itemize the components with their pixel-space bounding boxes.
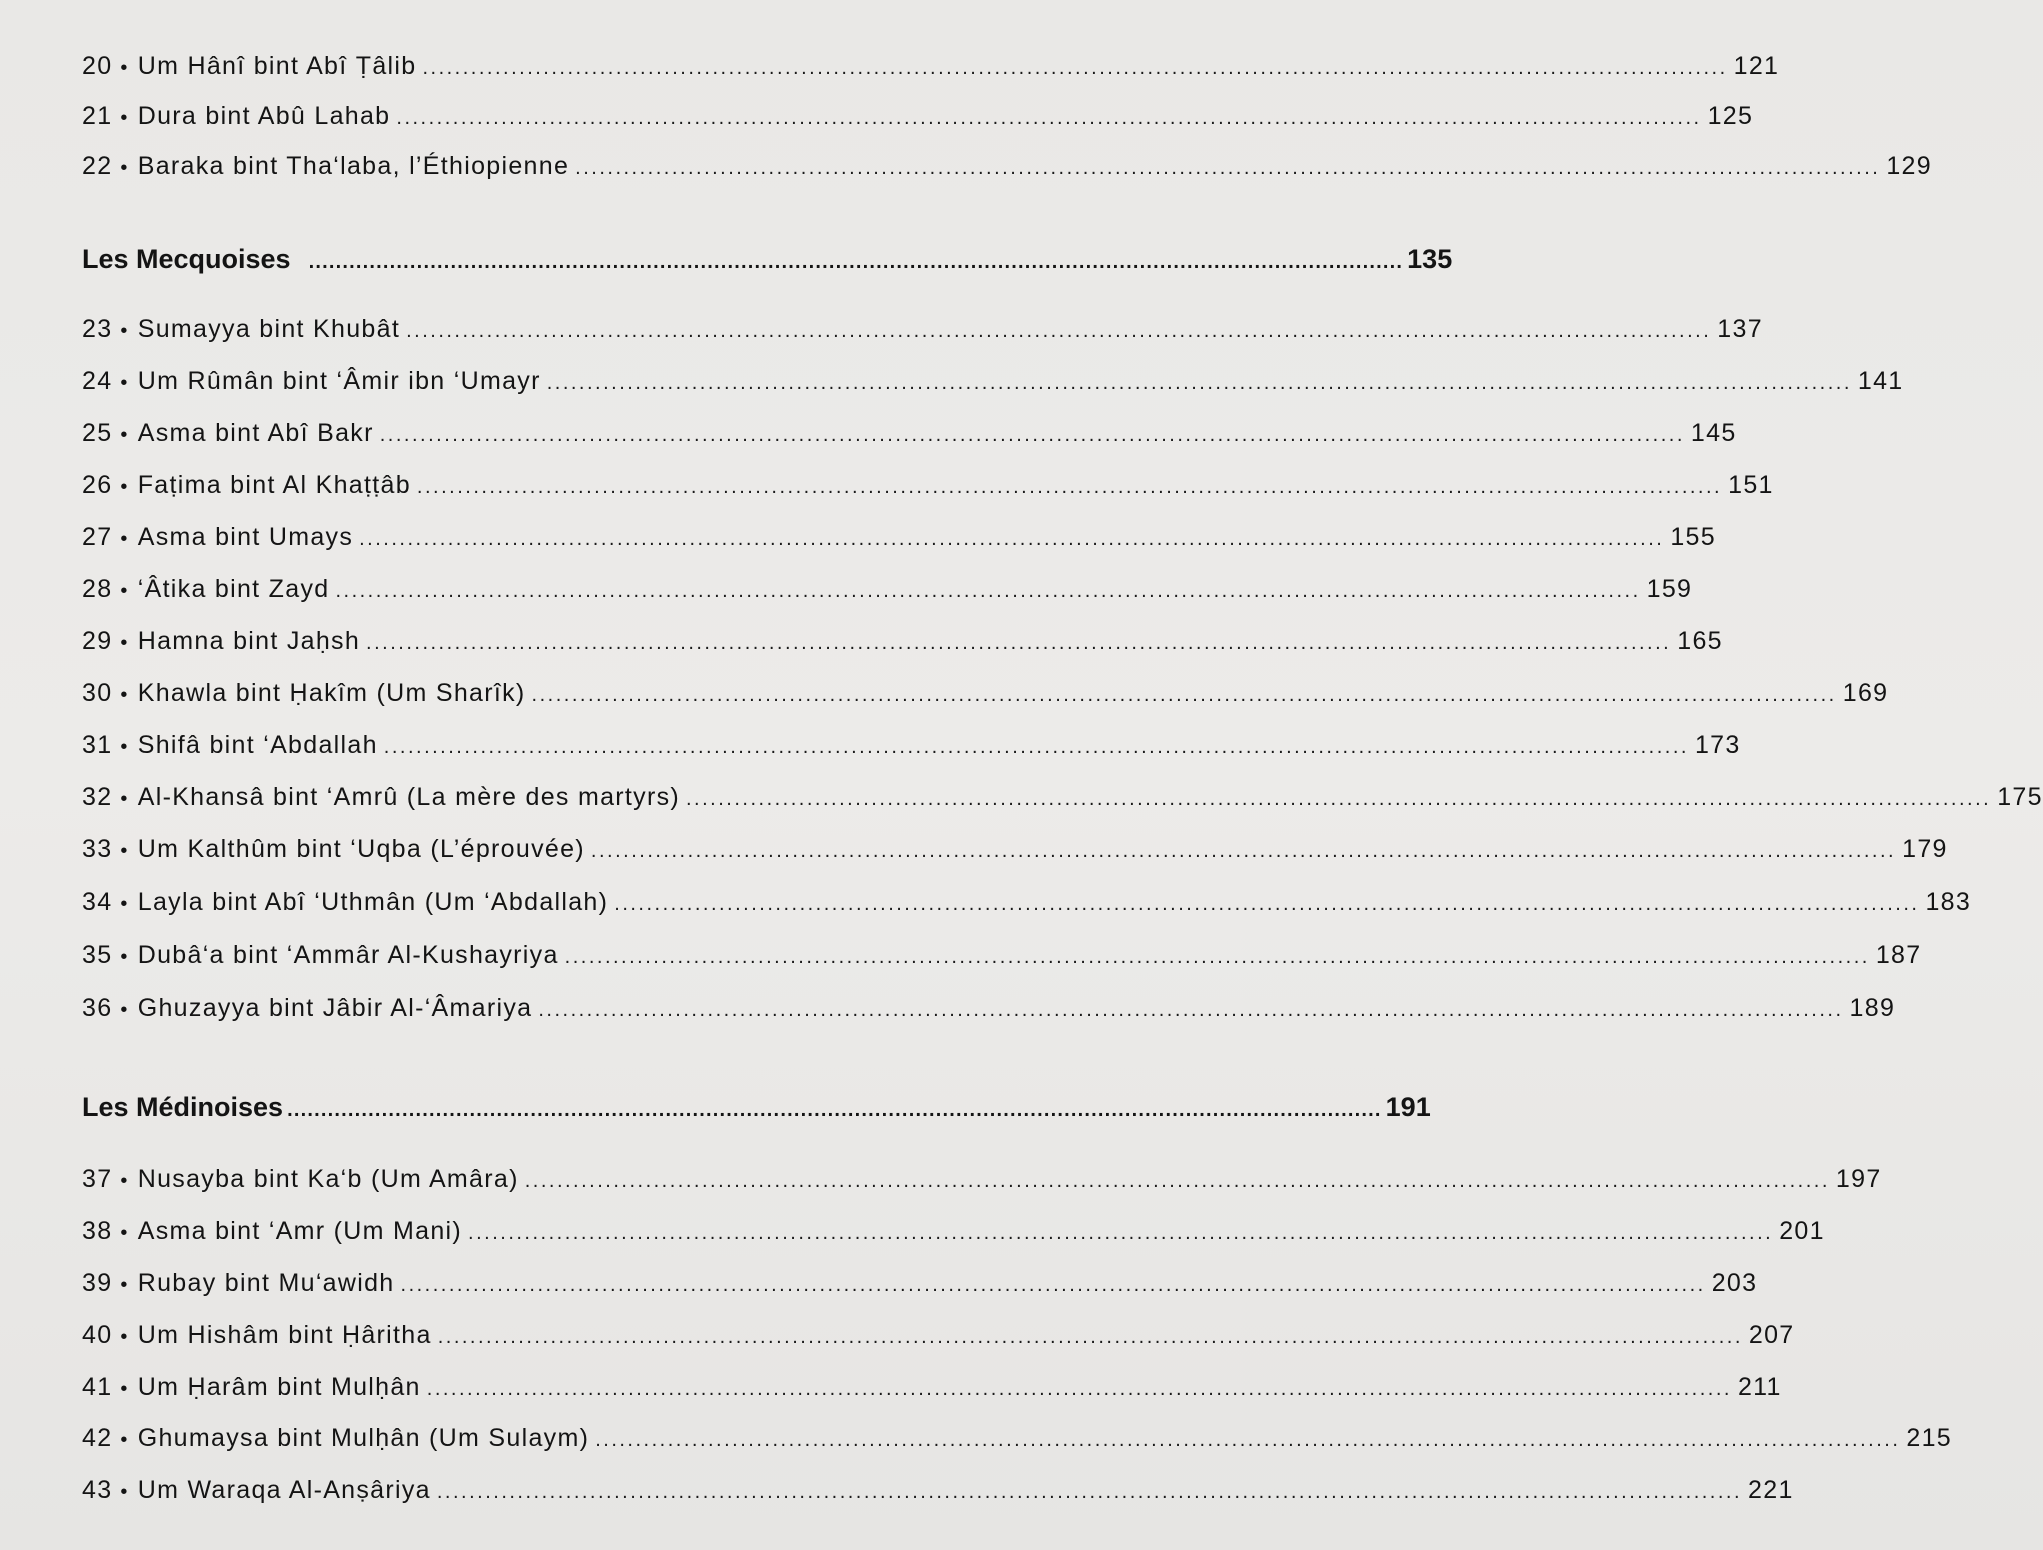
entry-title: Asma bint ‘Amr (Um Mani) [137,1217,463,1245]
toc-entry [82,1269,1758,1298]
toc-entry [82,994,1896,1023]
entry-title: Um Rûmân bint ‘Âmir ibn ‘Umayr [137,367,541,395]
toc-entry [82,52,1780,81]
entry-number: 32 [82,783,113,811]
entry-number: 22 [82,152,113,180]
entry-page: 183 [1925,888,1972,916]
dot-leader: .................................................................................................................................................................. [406,320,1712,342]
section-page: 191 [1385,1092,1431,1122]
toc-entry [82,1476,1794,1505]
entry-title: Sumayya bint Khubât [137,315,401,343]
dot-leader: .................................................................................................................................................................. [538,999,1844,1021]
toc-entry [82,731,1741,760]
bullet-icon: • [120,476,129,498]
bullet-icon: • [120,528,129,550]
toc-entry [82,888,1972,917]
entry-number: 33 [82,835,113,863]
bullet-icon: • [120,1326,129,1348]
bullet-icon: • [120,946,129,968]
toc-entry [82,679,1889,708]
bullet-icon: • [120,632,129,654]
dot-leader: .................................................................................................................................................................. [383,736,1689,758]
entry-page: 175 [1997,783,2043,811]
toc-entry [82,1217,1825,1246]
entry-number: 26 [82,471,113,499]
entry-page: 189 [1849,994,1896,1022]
toc-entry [82,941,1922,970]
entry-page: 151 [1728,471,1774,499]
dot-leader: .................................................................................................................................................................. [546,372,1852,394]
bullet-icon: • [120,57,129,79]
bullet-icon: • [120,1170,129,1192]
section-heading-mecquoises [82,244,1453,275]
entry-page: 145 [1690,419,1737,447]
entry-number: 34 [82,888,113,916]
entry-page: 121 [1733,52,1780,80]
dot-leader: .................................................................................................................................................................. [379,424,1685,446]
section-page: 135 [1407,244,1453,274]
toc-entry [82,835,1948,864]
toc-entry [82,315,1763,344]
dot-leader: .................................................................................................................................................................. [416,476,1723,498]
entry-number: 30 [82,679,113,707]
bullet-icon: • [120,580,129,602]
toc-entry [82,1373,1782,1402]
entry-title: Dura bint Abû Lahab [137,102,391,130]
dot-leader: .................................................................................................................................................................. [437,1326,1743,1348]
entry-title: Um Kalthûm bint ‘Uqba (L’éprouvée) [137,835,585,863]
entry-page: 211 [1737,1373,1782,1401]
bullet-icon: • [120,736,129,758]
dot-leader: .................................................................................................................................................................. [366,632,1672,654]
entry-number: 27 [82,523,113,551]
bullet-icon: • [120,1222,129,1244]
entry-number: 24 [82,367,113,395]
toc-entry [82,152,1932,181]
entry-page: 129 [1886,152,1932,180]
dot-leader: .................................................................................................................................................................. [436,1481,1743,1503]
entry-number: 31 [82,731,113,759]
bullet-icon: • [120,1481,129,1503]
entry-page: 187 [1875,941,1922,969]
entry-title: Al-Khansâ bint ‘Amrû (La mère des martyrs) [137,783,680,811]
bullet-icon: • [120,1429,129,1451]
toc-entry [82,419,1737,448]
entry-number: 29 [82,627,113,655]
entry-number: 42 [82,1424,113,1452]
entry-title: Asma bint Umays [137,523,354,551]
dot-leader: .................................................................................................................................................................. [287,1099,1382,1121]
dot-leader: .................................................................................................................................................................. [359,528,1665,550]
dot-leader: .................................................................................................................................................................. [564,946,1870,968]
entry-title: Baraka bint Tha‘laba, l’Éthiopienne [137,152,570,180]
entry-page: 203 [1711,1269,1758,1297]
section-heading-medinoises [82,1092,1431,1123]
bullet-icon: • [120,320,129,342]
section-title: Les Médinoises [82,1092,284,1122]
entry-title: Dubâ‘a bint ‘Ammâr Al-Kushayriya [137,941,559,969]
entry-title: Um Ḥarâm bint Mulḥân [137,1373,421,1401]
dot-leader: .................................................................................................................................................................. [426,1378,1732,1400]
entry-number: 28 [82,575,113,603]
toc-entry [82,367,1904,396]
dot-leader: .................................................................................................................................................................. [531,684,1837,706]
entry-title: Nusayba bint Ka‘b (Um Amâra) [137,1165,519,1193]
bullet-icon: • [120,893,129,915]
entry-number: 36 [82,994,113,1022]
section-title: Les Mecquoises [82,244,291,274]
entry-number: 43 [82,1476,113,1504]
bullet-icon: • [120,1378,129,1400]
entry-title: Layla bint Abî ‘Uthmân (Um ‘Abdallah) [137,888,609,916]
entry-title: Um Hânî bint Abî Ṭâlib [137,52,417,80]
bullet-icon: • [120,788,129,810]
bullet-icon: • [120,107,129,129]
dot-leader: .................................................................................................................................................................. [595,1429,1901,1451]
entry-number: 38 [82,1217,113,1245]
entry-page: 179 [1902,835,1948,863]
dot-leader: .................................................................................................................................................................. [468,1222,1774,1244]
toc-entry [82,1165,1882,1194]
entry-number: 20 [82,52,113,80]
entry-page: 159 [1646,575,1693,603]
bullet-icon: • [120,684,129,706]
entry-number: 21 [82,102,113,130]
entry-page: 207 [1748,1321,1795,1349]
entry-page: 155 [1670,523,1716,551]
toc-entry [82,102,1754,131]
entry-number: 40 [82,1321,113,1349]
entry-number: 35 [82,941,113,969]
entry-title: Rubay bint Mu‘awidh [137,1269,395,1297]
entry-page: 173 [1694,731,1741,759]
dot-leader: .................................................................................................................................................................. [396,107,1702,129]
bullet-icon: • [120,1274,129,1296]
entry-title: Asma bint Abî Bakr [137,419,374,447]
entry-page: 201 [1779,1217,1825,1245]
entry-title: Um Hishâm bint Ḥâritha [137,1321,432,1349]
bullet-icon: • [120,372,129,394]
entry-page: 141 [1857,367,1904,395]
toc-entry [82,1321,1795,1350]
toc-entry [82,575,1693,604]
entry-page: 137 [1717,315,1763,343]
entry-page: 215 [1906,1424,1953,1452]
entry-page: 169 [1842,679,1889,707]
toc-entry [82,471,1774,500]
toc-entry [82,523,1716,552]
entry-title: Shifâ bint ‘Abdallah [137,731,378,759]
entry-title: ‘Âtika bint Zayd [137,575,330,603]
bullet-icon: • [120,424,129,446]
bullet-icon: • [120,999,129,1021]
dot-leader: .................................................................................................................................................................. [524,1170,1830,1192]
dot-leader: .................................................................................................................................................................. [308,251,1404,273]
dot-leader: .................................................................................................................................................................. [590,840,1897,862]
entry-page: 125 [1707,102,1754,130]
entry-title: Khawla bint Ḥakîm (Um Sharîk) [137,679,526,707]
bullet-icon: • [120,840,129,862]
entry-title: Ghumaysa bint Mulḥân (Um Sulaym) [137,1424,590,1452]
entry-title: Um Waraqa Al-Anṣâriya [137,1476,431,1504]
toc-entry [82,783,2043,812]
entry-number: 41 [82,1373,113,1401]
entry-page: 197 [1835,1165,1882,1193]
bullet-icon: • [120,157,129,179]
entry-number: 23 [82,315,113,343]
entry-title: Ghuzayya bint Jâbir Al-‘Âmariya [137,994,533,1022]
dot-leader: .................................................................................................................................................................. [400,1274,1706,1296]
entry-number: 37 [82,1165,113,1193]
dot-leader: .................................................................................................................................................................. [335,580,1641,602]
dot-leader: .................................................................................................................................................................. [422,57,1728,79]
entry-title: Faṭima bint Al Khaṭṭâb [137,471,411,499]
toc-entry [82,627,1723,656]
dot-leader: .................................................................................................................................................................. [614,893,1920,915]
entry-page: 165 [1677,627,1723,655]
dot-leader: .................................................................................................................................................................. [575,157,1881,179]
dot-leader: .................................................................................................................................................................. [686,788,1992,810]
entry-title: Hamna bint Jaḥsh [137,627,361,655]
toc-entry [82,1424,1953,1453]
entry-page: 221 [1748,1476,1794,1504]
entry-number: 39 [82,1269,113,1297]
entry-number: 25 [82,419,113,447]
